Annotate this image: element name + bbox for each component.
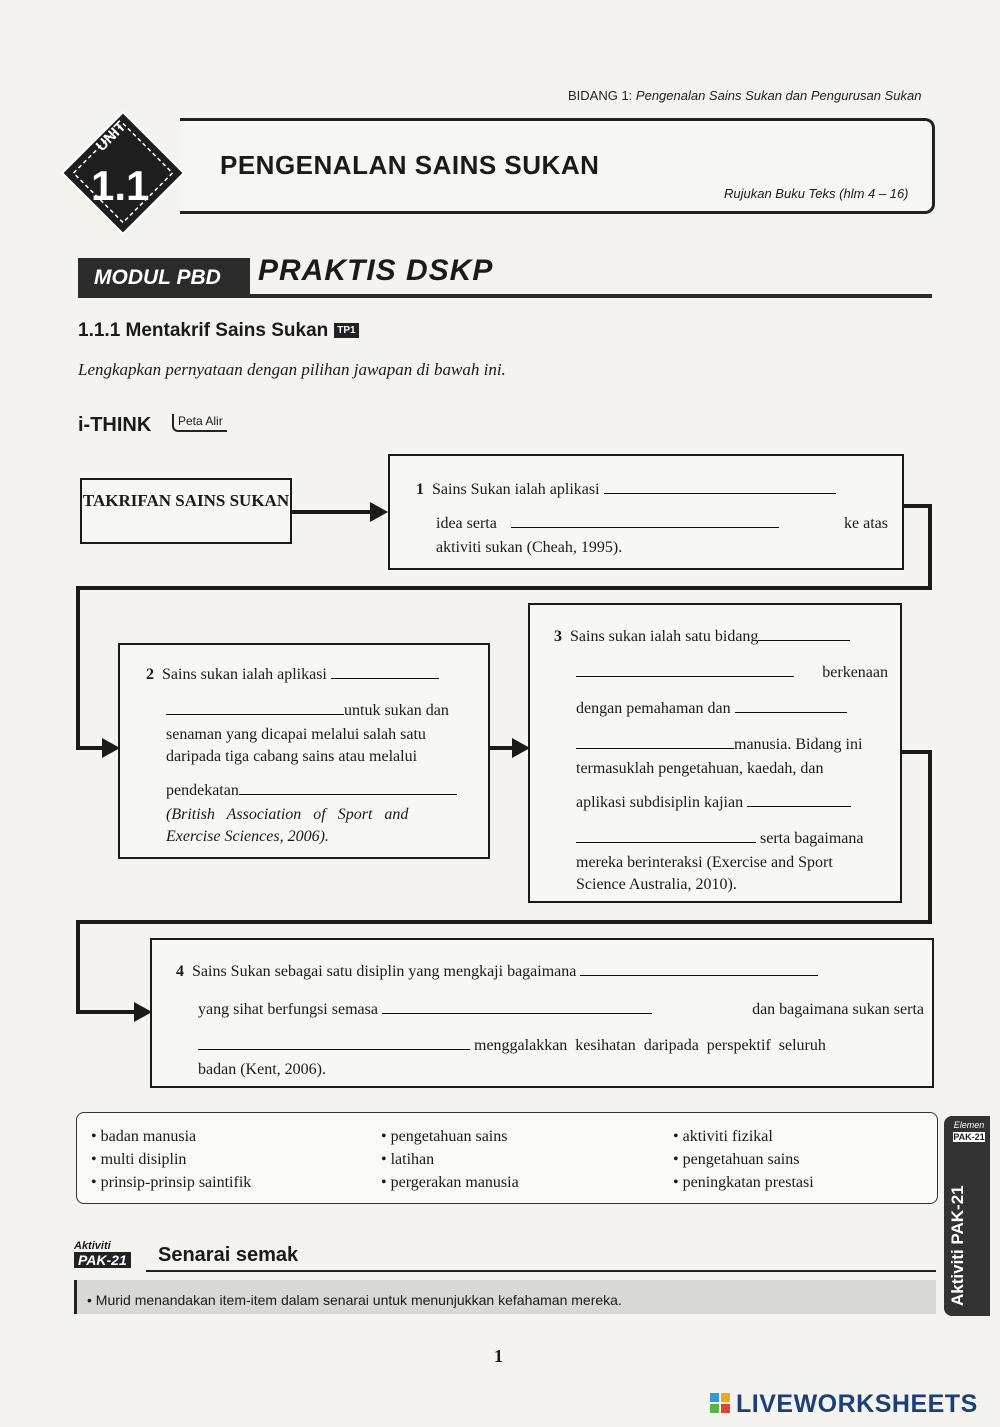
- box2-blank-3[interactable]: [239, 794, 457, 795]
- definition-box-4: [150, 938, 934, 1088]
- option-item[interactable]: • pengetahuan sains: [381, 1125, 519, 1148]
- praktis-title: PRAKTIS DSKP: [258, 254, 494, 287]
- option-item[interactable]: • badan manusia: [91, 1125, 251, 1148]
- box3-text-4: manusia. Bidang ini: [734, 736, 863, 753]
- aktiviti-note: [74, 1280, 936, 1314]
- box2-text-4: daripada tiga cabang sains atau melalui: [166, 748, 418, 765]
- takrifan-box: TAKRIFAN SAINS SUKAN: [80, 478, 292, 544]
- instruction-text: Lengkapkan pernyataan dengan pilihan jawapan di bawah ini.: [78, 360, 506, 379]
- box3-blank-4[interactable]: [576, 748, 734, 749]
- elemen-label: Elemen: [953, 1120, 985, 1130]
- liveworksheets-logo-text: LIVEWORKSHEETS: [736, 1390, 978, 1418]
- aktiviti-tag-bottom: PAK-21: [74, 1252, 131, 1268]
- bidang-title: Pengenalan Sains Sukan dan Pengurusan Sukan: [635, 88, 922, 103]
- box3-text-5: termasuklah pengetahuan, kaedah, dan: [576, 760, 824, 777]
- box2-number: 2: [146, 666, 154, 683]
- aktiviti-pak21-tag: [74, 1240, 146, 1276]
- options-column-2: [381, 1125, 519, 1194]
- answer-options-box: [76, 1112, 938, 1204]
- box1-text-2: idea serta: [436, 515, 497, 532]
- box4-blank-2[interactable]: [382, 1013, 652, 1014]
- box2-blank-2[interactable]: [166, 714, 344, 715]
- box3-text-3: dengan pemahaman dan: [576, 700, 731, 717]
- box1-number: 1: [416, 481, 424, 498]
- box1-blank-2[interactable]: [511, 527, 779, 528]
- box3-text-1: Sains sukan ialah satu bidang: [570, 628, 759, 645]
- option-item[interactable]: • pergerakan manusia: [381, 1171, 519, 1194]
- box3-blank-5[interactable]: [747, 806, 851, 807]
- box2-text-6: (British Association of Sport and: [166, 806, 409, 823]
- section-heading-text: 1.1.1 Mentakrif Sains Sukan: [78, 320, 329, 341]
- options-column-1: [91, 1125, 251, 1194]
- box3-text-7: serta bagaimana: [760, 830, 864, 847]
- side-tab-text: Aktiviti PAK-21: [948, 1185, 967, 1306]
- option-item[interactable]: • pengetahuan sains: [673, 1148, 814, 1171]
- page-number: 1: [494, 1346, 503, 1366]
- box4-text-2: yang sihat berfungsi semasa: [198, 1001, 378, 1018]
- unit-label: UNIT: [92, 118, 130, 155]
- peta-alir-label: Peta Alir: [172, 414, 227, 432]
- senarai-semak-title: Senarai semak: [158, 1244, 299, 1266]
- box3-blank-3[interactable]: [735, 712, 847, 713]
- box4-text-3: dan bagaimana sukan serta: [752, 1001, 924, 1018]
- aktiviti-tag-top: Aktiviti: [74, 1240, 111, 1252]
- box2-blank-1[interactable]: [331, 678, 439, 679]
- box2-text-2: untuk sukan dan: [344, 702, 449, 719]
- option-item[interactable]: • latihan: [381, 1148, 519, 1171]
- option-item[interactable]: • peningkatan prestasi: [673, 1171, 814, 1194]
- rujukan-text: Rujukan Buku Teks (hlm 4 – 16): [724, 186, 909, 201]
- box3-text-6: aplikasi subdisiplin kajian: [576, 794, 744, 811]
- box3-text-9: Science Australia, 2010).: [576, 876, 737, 893]
- box4-blank-1[interactable]: [580, 975, 818, 976]
- bidang-prefix: BIDANG 1:: [568, 88, 633, 103]
- unit-number: 1.1: [91, 162, 150, 209]
- box4-text-5: badan (Kent, 2006).: [198, 1061, 326, 1078]
- modul-label: MODUL PBD: [78, 258, 250, 298]
- liveworksheets-logo-icon: [710, 1393, 730, 1413]
- options-column-3: [673, 1125, 814, 1194]
- box4-text-1: Sains Sukan sebagai satu disiplin yang mengkaji bagaimana: [192, 963, 577, 980]
- box2-text-5: pendekatan: [166, 782, 239, 799]
- box2-text-1: Sains sukan ialah aplikasi: [162, 666, 327, 683]
- unit-title: PENGENALAN SAINS SUKAN: [220, 150, 600, 180]
- box2-text-7: Exercise Sciences, 2006).: [166, 828, 329, 845]
- box3-blank-1[interactable]: [758, 640, 850, 641]
- definition-box-2: [118, 643, 490, 859]
- aktiviti-note-text: Murid menandakan item-item dalam senarai untuk menunjukkan kefahaman mereka.: [95, 1292, 622, 1308]
- bullet-icon: •: [87, 1292, 96, 1308]
- box1-blank-1[interactable]: [604, 493, 836, 494]
- box3-blank-2[interactable]: [576, 676, 794, 677]
- box2-text-3: senaman yang dicapai melalui salah satu: [166, 726, 426, 743]
- box1-text-4: aktiviti sukan (Cheah, 1995).: [436, 539, 623, 556]
- definition-box-1: [388, 454, 904, 570]
- box1-text-1: Sains Sukan ialah aplikasi: [432, 481, 600, 498]
- box3-text-2: berkenaan: [822, 664, 888, 681]
- box3-text-8: mereka berinteraksi (Exercise and Sport: [576, 854, 833, 871]
- box4-text-4: menggalakkan kesihatan daripada perspektif seluruh: [474, 1037, 826, 1054]
- option-item[interactable]: • multi disiplin: [91, 1148, 251, 1171]
- ithink-label: i-THINK: [78, 414, 152, 436]
- box4-number: 4: [176, 963, 184, 980]
- box3-number: 3: [554, 628, 562, 645]
- tp-badge: TP1: [334, 323, 358, 338]
- option-item[interactable]: • prinsip-prinsip saintifik: [91, 1171, 251, 1194]
- box3-blank-6[interactable]: [576, 842, 756, 843]
- box1-text-3: ke atas: [844, 515, 888, 532]
- definition-box-3: [528, 603, 902, 903]
- elemen-badge-text: PAK-21: [953, 1132, 985, 1142]
- senarai-divider: [146, 1270, 936, 1272]
- option-item[interactable]: • aktiviti fizikal: [673, 1125, 814, 1148]
- box4-blank-3[interactable]: [198, 1049, 470, 1050]
